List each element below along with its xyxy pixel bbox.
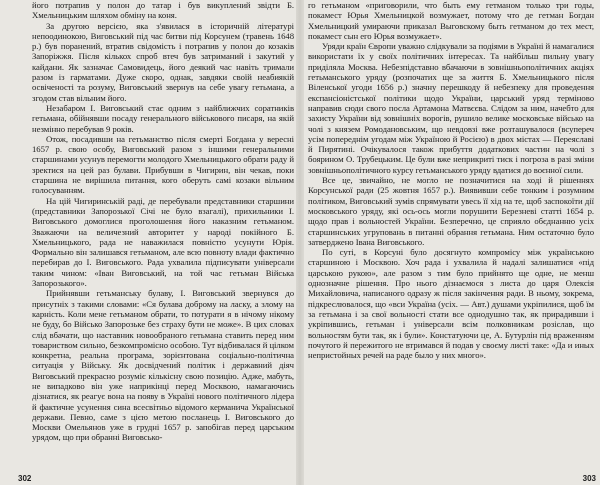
left-paragraph-2: За другою версією, яка з'явилася в історичній літературі непоодинокою, Виговський під час битви під Корсунем (травень 1648 р.) був поранений, втратив свідомість і потрапив у полон до козаків Запоріжжя. Після кількох спроб втеч був затриманий і закутий у кайдани. Як зазначає Самовидець, його деякий час навіть тримали разом із гарматами. Дуже скоро, однак, завдяки своїй неабиякій освіченості та розуму, Виговський звернув на себе увагу гетьмана, а згодом став вільним його. (32, 20, 294, 103)
page-number-left: 302 (18, 474, 32, 483)
left-page (0, 0, 298, 485)
right-paragraph-2: Уряди країн Європи уважно слідкували за подіями в Україні й намагалися використати їх у своїх політичних інтересах. Та найбільш пильну увагу приділяла Москва. Небезпідставно вбачаючи в зовнішньополітичних акціях гетьманського уряду (розпочатих ще за життя Б. Хмельницького після Віленської угоди 1656 р.) значну перешкоду й небезпеку для проведення експансіоністської політики щодо України, царський уряд терміново направив сюди свого посла Артамона Матвєєва. Слідом за ним, начебто для захисту України від зовнішніх ворогів, рушило велике московське військо на чолі з князем Ромодановським, що невдовзі вже розташувалося (всупереч усім попереднім угодам між Україною й Росією) в двох містах — Переяславі й Пирятині. Очікувалося також прибуття додаткових частин на чолі з боярином О. Трубецьким. Це були вже неприкриті тиск і погроза в разі зміни зовнішньополітичного курсу гетьманського уряду вдатися до воєнної сили. (308, 41, 594, 175)
left-paragraph-4: Отож, посадивши на гетьманство після смерті Богдана у вересні 1657 р. свою особу, Виговський разом з іншими генеральними старшинами усунув перемогти молодого Хмельницького обрати раду й зректися на цей раз булави. Прибувши в Чигирин, він чекав, поки старшина не вирішила питання, кого оберуть самі козаки вільним голосуванням. (32, 133, 294, 196)
right-paragraph-1: го гетьманом «приговорили, что быть ему гетманом только три годы, покамест Юрья Хмельницкой возмужает, потому что де гетман Богдан Хмельницкий умираючи приказал Выговскому быть гетманом до тех мест, покамест сын его Юрья возмужает». (308, 0, 594, 41)
left-paragraph-1: його потрапив у полон до татар і був викуплений звідти Б. Хмельницьким шляхом обміну на коня. (32, 0, 294, 21)
right-paragraph-4: По суті, в Корсуні було досягнуто компромісу між українською старшиною і Москвою. Хоч рада і ухвалила й надалі залишатися «під царською рукою», але разом з тим було прийнято ще одне, не менш однозначне рішення. Про нього дізнаємося з листа до царя Олексія Михайловича, написаного одразу ж після закінчення ради. В ньому, зокрема, підкреслювалося, що «вси Україна (усіх. — Авт.) душами укріпилися, щоб їм за гетьмана і за свої вольності стати все однодушно так, як прирадивши і укріпившись, гетьман і універсали всім полковникам розіслав, що вольностям бути так, як і були». Констатуючи це, А. Бутурлін під враженням почутого й пережитого не втримався й подав у своєму листі таке: «Да и иных непристойных речей на раде было у них много». (308, 247, 594, 361)
right-page (302, 0, 600, 485)
left-paragraph-6: Прийнявши гетьманську булаву, І. Виговський звернувся до присутніх з такими словами: «Ся булава доброму на ласку, а злому на карність. Коли мене гетьманом обрати, то потурати я в нічому нікому не буду, бо Військо Запорозьке без страху бути не може». В цих словах слід вбачати, що наставник новообраного гетьмана ставить перед ним товариством сильно, безкомпромісно особою. Тут відбивалася й цілком конкретна, реальна програма, зорієнтована соціально-політична ситуація у Війську. Як досвідчений політик і державний діяч Виговський прекрасно розуміє кількісну свою позицію. Адже, мабуть, не випадково він уже наприкінці перед Москвою, намагаючись дізнатися, як реагує вона на появу в Україні нового політичного лідера й фактичне усунення сина всесвітньо відомого керманича Української держави. Певно, саме з цією метою посланець І. Виговського до Москви Омельянов уже в грудні 1657 р. запобігав перед царським урядом, що при обранні Виговсько- (32, 288, 294, 443)
left-paragraph-5: На цій Чигиринській раді, де перебували представники старшини (представники Запорозької Січі не було взагалі), прихильники І. Виговського домоглися проголошення його наказним гетьманом. Зважаючи на величезний авторитет у народі покійного Б. Хмельницького, рада не наважилася повністю усунути Юрія. Формально він залишався гетьманом, але всю повноту влади фактично перебирав до І. Виговського. Рада ухвалила підписувати універсали таким чином: «Іван Виговський, на той час гетьман Війська Запорозького». (32, 195, 294, 289)
right-paragraph-3: Все це, звичайно, не могло не позначитися на ході й рішеннях Корсунської ради (25 жовтня 1657 р.). Виявивши себе тонким і розумним політиком, Виговський зумів спрямувати увесь її хід на те, щоб заспокоїти дії московського уряду, які ось-ось могли порушити Березневі статті 1654 р. щодо прав і вольностей України. Безперечно, це сприяло обєднанню усіх старшинських угруповань в питанні обрання гетьмана. Ним остаточно було затверджено Івана Виговського. (308, 175, 594, 247)
page-number-right: 303 (582, 474, 596, 483)
left-paragraph-3: Незабаром І. Виговський стає одним з найближчих соратників гетьмана, обійнявши посаду генерального військового писаря, на якій незмінно перебував 9 років. (32, 102, 294, 134)
